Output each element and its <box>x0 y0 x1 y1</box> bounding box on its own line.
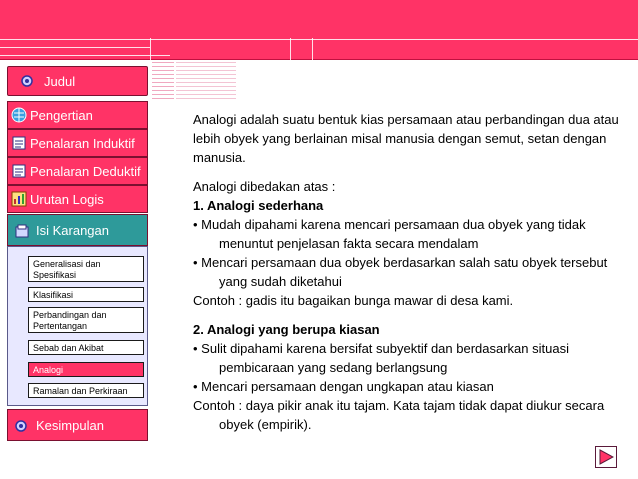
sidebar-item-penalaran-deduktif[interactable] <box>7 157 148 185</box>
sidebar-item-pengertian[interactable] <box>7 101 148 129</box>
submenu-analogi[interactable]: Analogi <box>28 362 144 377</box>
band-line <box>0 55 170 56</box>
judul-button[interactable] <box>7 66 148 96</box>
next-slide-button[interactable] <box>595 446 617 468</box>
sidebar-item-label: Urutan Logis <box>30 192 104 207</box>
heading-analogi-kiasan: 2. Analogi yang berupa kiasan <box>193 322 380 337</box>
types-intro: Analogi dibedakan atas : <box>193 179 336 194</box>
chart-icon <box>11 191 27 207</box>
bullet-text: • Sulit dipahami karena bersifat subyektif dan berdasarkan situasi pembicaraan yang sedang berlangsung <box>193 341 569 375</box>
document-icon <box>11 163 27 179</box>
sidebar-item-label: Penalaran Induktif <box>30 136 135 151</box>
judul-label: Judul <box>44 74 76 89</box>
sidebar-item-urutan-logis[interactable] <box>7 185 148 213</box>
sidebar-item-label: Penalaran Deduktif <box>30 164 141 179</box>
band-line <box>0 47 150 48</box>
bullet-text: • Mencari persamaan dengan ungkapan atau kiasan <box>193 379 494 394</box>
sidebar-item-label: Isi Karangan <box>36 223 109 238</box>
heading-analogi-sederhana: 1. Analogi sederhana <box>193 198 324 213</box>
submenu-ramalan[interactable]: Ramalan dan Perkiraan <box>28 383 144 398</box>
decor-stripes <box>176 62 236 100</box>
gear-icon <box>20 74 34 93</box>
kesimpulan-label: Kesimpulan <box>36 418 104 433</box>
sidebar-item-penalaran-induktif[interactable] <box>7 129 148 157</box>
folder-icon <box>14 223 30 239</box>
bullet-text: • Mencari persamaan dua obyek berdasarkan salah satu obyek tersebut yang sudah diketahui <box>193 255 608 289</box>
submenu-klasifikasi[interactable]: Klasifikasi <box>28 287 144 302</box>
globe-icon <box>11 107 27 123</box>
band-line <box>150 39 638 40</box>
document-icon <box>11 135 27 151</box>
submenu-perbandingan[interactable]: Perbandingan dan Pertentangan <box>28 307 144 333</box>
decor-stripes <box>152 62 174 100</box>
sidebar-item-label: Pengertian <box>30 108 93 123</box>
band-divider <box>150 38 151 60</box>
play-arrow-icon <box>598 449 614 465</box>
gear-icon <box>14 419 28 438</box>
bullet-text: • Mudah dipahami karena mencari persamaan dua obyek yang tidak menuntut penjelasan fakta secara mendalam <box>193 217 586 251</box>
submenu-generalisasi[interactable]: Generalisasi dan Spesifikasi <box>28 256 144 282</box>
example-text: Contoh : gadis itu bagaikan bunga mawar di desa kami. <box>193 293 514 308</box>
main-content <box>193 110 623 434</box>
band-line <box>0 39 150 40</box>
submenu-sebab-akibat[interactable]: Sebab dan Akibat <box>28 340 144 355</box>
intro-text: Analogi adalah suatu bentuk kias persamaan atau perbandingan dua atau lebih obyek yang berlainan misal manusia dengan semut, setan dengan manusia. <box>193 112 619 165</box>
example-text: Contoh : daya pikir anak itu tajam. Kata tajam tidak dapat diukur secara obyek (empirik). <box>193 398 605 432</box>
kesimpulan-button[interactable] <box>7 409 148 441</box>
top-band <box>0 0 638 60</box>
band-divider <box>312 38 313 60</box>
sidebar-item-isi-karangan[interactable] <box>7 214 148 246</box>
band-divider <box>290 38 291 60</box>
